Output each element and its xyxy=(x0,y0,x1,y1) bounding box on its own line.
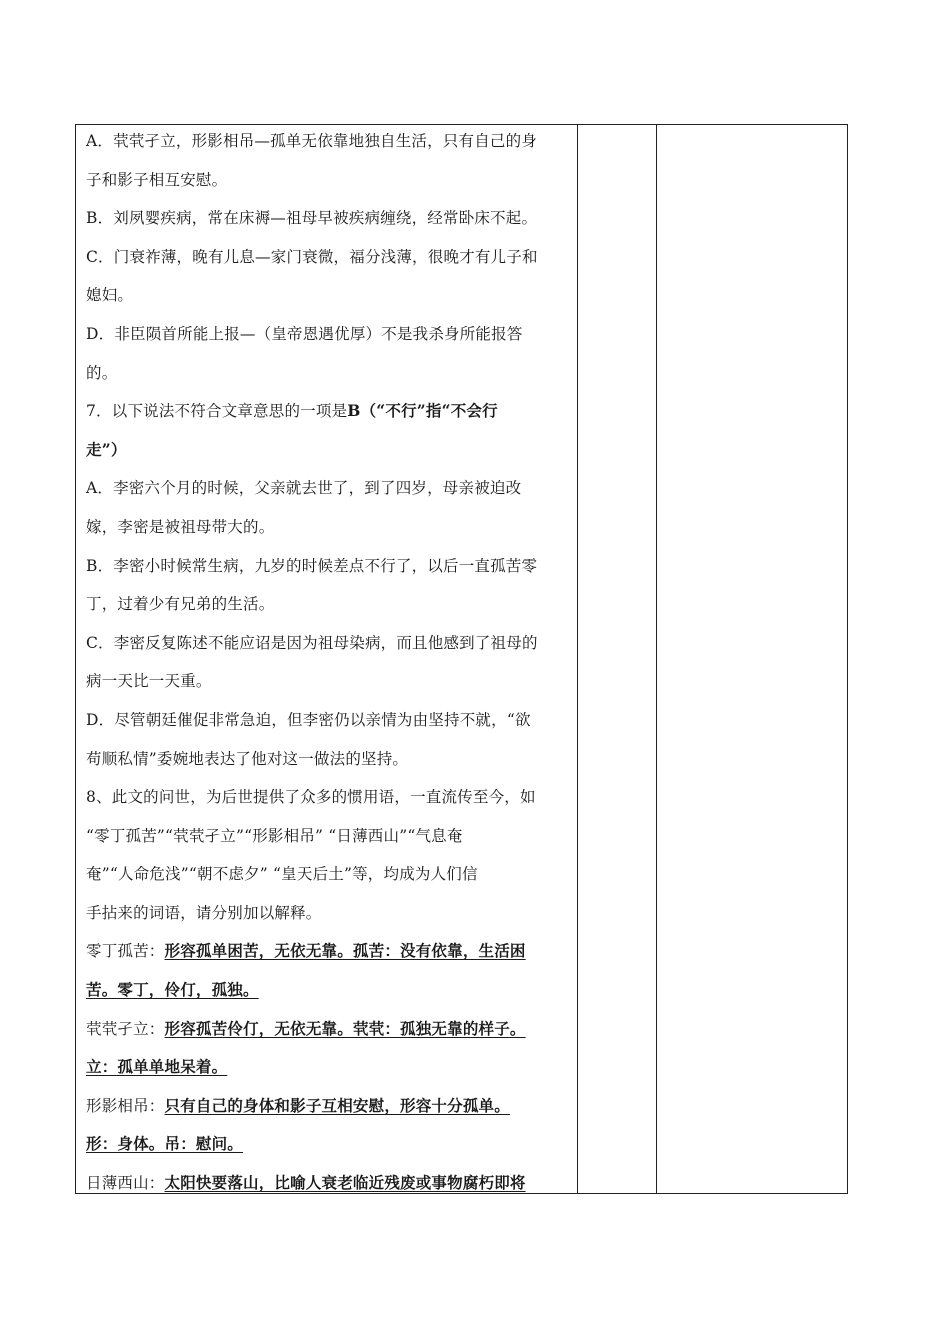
line-text: D．非臣陨首所能上报—（皇帝恩遇优厚）不是我杀身所能报答 xyxy=(86,324,523,343)
text-line xyxy=(86,980,567,1000)
line-text: A．茕茕孑立，形影相吊—孤单无依靠地独自生活，只有自己的身 xyxy=(86,132,537,150)
answer-text: 走”） xyxy=(86,439,127,459)
line-text: 8、此文的问世，为后世提供了众多的惯用语，一直流传至今，如 xyxy=(86,788,536,807)
term-answer: 立：孤单单地呆着。 xyxy=(86,1057,228,1077)
text-line xyxy=(86,324,567,344)
text-line xyxy=(86,247,567,267)
text-line xyxy=(86,864,567,884)
remarks-cell xyxy=(657,125,848,1194)
line-text: 嫁，李密是被祖母带大的。 xyxy=(86,517,275,536)
line-text: C．李密反复陈述不能应诏是因为祖母染病，而且他感到了祖母的 xyxy=(86,633,538,652)
text-line xyxy=(86,208,567,228)
line-text: C．门衰祚薄，晚有儿息—家门衰微，福分浅薄，很晚才有儿子和 xyxy=(86,247,538,266)
line-text: 奄”“人命危浅”“朝不虑夕” “皇天后土”等，均成为人们信 xyxy=(86,865,478,884)
line-text: 苟顺私情”委婉地表达了他对这一做法的坚持。 xyxy=(86,749,409,768)
text-line xyxy=(86,285,567,305)
text-line xyxy=(86,671,567,691)
term-label: 茕茕孑立： xyxy=(86,1019,165,1038)
term-label: 零丁孤苦： xyxy=(86,942,165,961)
content-area xyxy=(76,125,577,1193)
notes-cell xyxy=(578,125,657,1194)
main-content-cell xyxy=(76,125,578,1194)
line-text: B．刘夙婴疾病，常在床褥—祖母早被疾病缠绕，经常卧床不起。 xyxy=(86,209,538,228)
text-line xyxy=(86,131,567,151)
text-line xyxy=(86,1057,567,1077)
line-text: 丁，过着少有兄弟的生活。 xyxy=(86,595,275,614)
text-line xyxy=(86,517,567,537)
term-answer: 形容孤单困苦，无依无靠。孤苦：没有依靠，生活困 xyxy=(164,941,526,961)
text-line xyxy=(86,1173,567,1193)
text-line xyxy=(86,170,567,190)
text-line xyxy=(86,440,567,460)
text-line xyxy=(86,826,567,846)
text-line xyxy=(86,401,567,421)
text-line xyxy=(86,903,567,923)
text-line xyxy=(86,478,567,498)
term-answer: 形容孤苦伶仃，无依无靠。茕茕：孤独无靠的样子。 xyxy=(164,1018,526,1038)
line-text: A．李密六个月的时候，父亲就去世了，到了四岁，母亲被迫改 xyxy=(86,479,522,498)
text-line xyxy=(86,941,567,961)
table-row xyxy=(76,125,848,1194)
term-answer: 太阳快要落山，比喻人衰老临近残废或事物腐朽即将 xyxy=(164,1173,526,1193)
line-text: B．李密小时候常生病，九岁的时候差点不行了，以后一直孤苦零 xyxy=(86,556,538,575)
text-line xyxy=(86,594,567,614)
question-text: 7．以下说法不符合文章意思的一项是 xyxy=(86,402,348,421)
term-label: 形影相吊： xyxy=(86,1096,165,1115)
text-line xyxy=(86,1019,567,1039)
line-text: D．尽管朝廷催促非常急迫，但李密仍以亲情为由坚持不就，“欲 xyxy=(86,710,531,729)
line-text: 媳妇。 xyxy=(86,286,134,305)
term-answer: 形：身体。吊：慰问。 xyxy=(86,1134,244,1154)
worksheet-table xyxy=(75,124,848,1194)
term-answer: 只有自己的身体和影子互相安慰，形容十分孤单。 xyxy=(164,1095,510,1115)
text-line xyxy=(86,1096,567,1116)
text-line xyxy=(86,710,567,730)
text-line xyxy=(86,363,567,383)
line-text: 手拈来的词语，请分别加以解释。 xyxy=(86,903,322,922)
term-answer: 苦。零丁，伶仃，孤独。 xyxy=(86,980,259,1000)
term-label: 日薄西山： xyxy=(86,1174,165,1193)
text-line xyxy=(86,556,567,576)
text-line xyxy=(86,1134,567,1154)
text-line xyxy=(86,749,567,769)
line-text: “零丁孤苦”“茕茕孑立”“形影相吊” “日薄西山”“气息奄 xyxy=(86,826,463,845)
text-line xyxy=(86,633,567,653)
text-line xyxy=(86,787,567,807)
line-text: 病一天比一天重。 xyxy=(86,672,212,691)
line-text: 的。 xyxy=(86,363,118,382)
answer-text: B（“不行”指“不会行 xyxy=(347,401,498,421)
line-text: 子和影子相互安慰。 xyxy=(86,170,228,189)
